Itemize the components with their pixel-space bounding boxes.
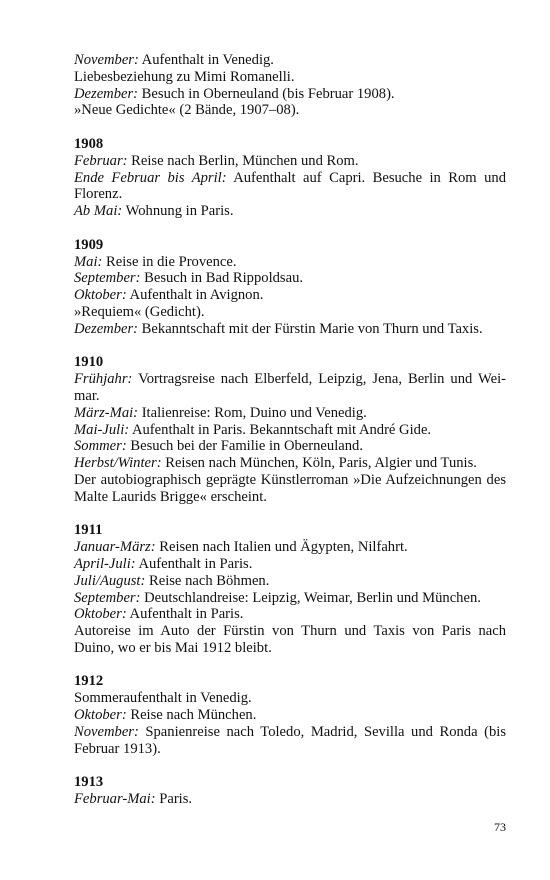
entry-text: Reise nach Berlin, München und Rom. [127,152,359,169]
entry-text: Aufenthalt in Avignon. [126,287,264,304]
entry-text: Aufenthalt in Paris. [126,606,244,623]
entry-date-label: Dezember: [74,85,139,102]
year-heading: 1912 [74,673,104,690]
chronology-entry [74,606,506,623]
entry-date-label: Mai: [74,253,103,270]
entry-date-label: Juli/August: [74,572,146,589]
year-heading: 1913 [74,774,104,791]
chronology-entry [74,556,506,573]
entry-text: Bekanntschaft mit der Fürstin Marie von Thurn und Taxis. [138,320,483,337]
entry-text: Wohnung in Paris. [122,203,234,220]
chronology-entry [74,254,506,271]
entry-text: Aufenthalt in Paris. Bekanntschaft mit André Gide. [129,421,432,438]
entry-text: Reisen nach München, Köln, Paris, Algier und Tunis. [161,455,477,472]
chronology-entry [74,287,506,304]
entry-date-label: September: [74,270,141,287]
entry-date-label: Februar-Mai: [74,791,156,808]
chronology-entry [74,371,506,405]
entry-date-label: Herbst/Winter: [74,455,162,472]
entry-text: Italienreise: Rom, Duino und Venedig. [138,404,367,421]
entry-text: Autoreise im Auto der Fürstin von Thurn und Taxis von Paris nach Duino, wo er bis Mai 1912 bleibt. [74,623,506,656]
entry-date-label: September: [74,589,141,606]
entry-date-label: Mai-Juli: [74,421,130,438]
entry-text: Reisen nach Italien und Ägypten, Nilfahrt. [155,539,408,556]
chronology-section [74,136,506,220]
chronology-section [74,237,506,338]
entry-text: Besuch in Oberneuland (bis Februar 1908). [138,85,395,102]
chronology-entry [74,690,506,707]
chronology-entry [74,707,506,724]
entry-text: Aufenthalt in Venedig. [138,52,274,68]
chronology-entry [74,422,506,439]
entry-text: »Requiem« (Gedicht). [74,303,205,320]
entry-text: Reise in die Provence. [102,253,237,270]
entry-date-label: November: [74,52,139,68]
entry-text: Spanienreise nach Toledo, Madrid, Sevilla und Ronda (bis Februar 1913). [74,723,506,757]
entry-date-label: Februar: [74,152,128,169]
entry-date-label: Oktober: [74,707,127,724]
year-heading: 1909 [74,236,104,253]
chronology-entry [74,321,506,338]
entry-text: Vortragsreise nach Elberfeld, Leipzig, Jena, Berlin und Wei-mar. [74,371,506,404]
chronology-entry [74,455,506,472]
entry-text: Der autobiographisch geprägte Künstlerroman »Die Aufzeichnungen des Malte Laurids Brigge« erscheint. [74,471,506,505]
entry-text: Besuch in Bad Rippoldsau. [140,270,304,287]
entry-text: Reise nach Böhmen. [145,572,270,589]
chronology-section [74,522,506,656]
year-heading: 1908 [74,135,104,152]
entry-text: Besuch bei der Familie in Oberneuland. [126,438,363,455]
chronology-entry [74,102,506,119]
year-heading: 1910 [74,354,104,371]
entry-date-label: Oktober: [74,287,127,304]
entry-date-label: März-Mai: [74,404,139,421]
chronology-section [74,52,506,119]
book-page-text [74,52,506,825]
entry-text: Aufenthalt in Paris. [135,555,253,572]
chronology-entry [74,791,506,808]
page-number: 73 [494,820,506,834]
entry-date-label: Frühjahr: [74,371,133,388]
chronology-entry [74,270,506,287]
chronology-entry [74,590,506,607]
entry-date-label: Januar-März: [74,539,156,556]
chronology-entry [74,153,506,170]
entry-date-label: Oktober: [74,606,127,623]
entry-text: Deutschlandreise: Leipzig, Weimar, Berlin und München. [140,589,481,606]
entry-date-label: Dezember: [74,320,139,337]
entry-date-label: Ende Februar bis April: [74,169,227,186]
chronology-section [74,354,506,505]
chronology-entry [74,203,506,220]
chronology-entry [74,539,506,556]
entry-text: Reise nach München. [126,707,257,724]
entry-text: Sommeraufenthalt in Venedig. [74,690,252,707]
chronology-entry [74,86,506,103]
chronology-entry [74,724,506,758]
year-heading: 1911 [74,522,103,539]
entry-text: »Neue Gedichte« (2 Bände, 1907–08). [74,102,300,119]
chronology-entry [74,170,506,204]
entry-date-label: April-Juli: [74,555,136,572]
entry-text: Liebesbeziehung zu Mimi Romanelli. [74,68,295,85]
entry-date-label: Ab Mai: [74,203,123,220]
entry-date-label: November: [74,723,139,740]
chronology-section [74,774,506,808]
chronology-entry [74,52,506,69]
chronology-entry [74,304,506,321]
entry-date-label: Sommer: [74,438,127,455]
chronology-entry [74,438,506,455]
chronology-section [74,673,506,757]
chronology-entry [74,69,506,86]
entry-text: Aufenthalt auf Capri. Besuche in Rom und Florenz. [74,169,506,203]
chronology-entry [74,405,506,422]
chronology-entry [74,573,506,590]
entry-text: Paris. [155,791,193,808]
chronology-entry [74,623,506,657]
chronology-entry [74,472,506,506]
